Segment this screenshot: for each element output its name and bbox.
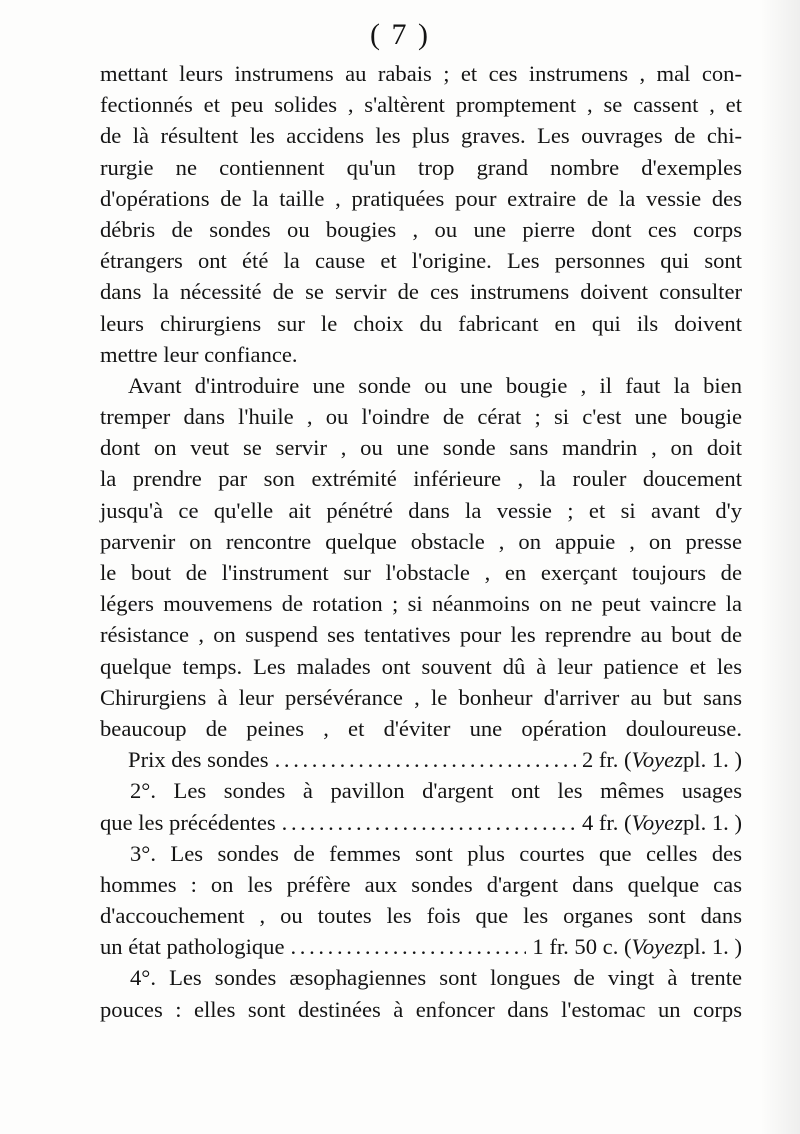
paragraph-2 bbox=[100, 370, 742, 744]
page-number: ( 7 ) bbox=[370, 18, 430, 51]
text-line: débris de sondes ou bougies , ou une pierre dont ces corps bbox=[100, 216, 742, 242]
plate-ref-voyez: Voyez bbox=[631, 809, 683, 835]
text-line: beaucoup de peines , et d'éviter une opération douloureuse. bbox=[100, 715, 742, 741]
text-line: parvenir on rencontre quelque obstacle , on appuie , on presse bbox=[100, 528, 742, 554]
text-line: la prendre par son extrémité inférieure , la rouler doucement bbox=[100, 466, 742, 492]
text-line: jusqu'à ce qu'elle ait pénétré dans la vessie ; et si avant d'y bbox=[100, 497, 742, 523]
plate-ref-rest: pl. 1. ) bbox=[683, 747, 742, 773]
price-value: 2 fr. bbox=[581, 747, 619, 773]
text-line: quelque temps. Les malades ont souvent dû à leur patience et les bbox=[100, 653, 742, 679]
item-4-line: 4°. Les sondes æsophagiennes sont longues de vingt à trente bbox=[130, 965, 742, 991]
plate-ref-voyez: Voyez bbox=[631, 934, 683, 960]
item-3-line: hommes : on les préfère aux sondes d'argent dans quelque cas bbox=[100, 871, 742, 897]
price-label: un état pathologique bbox=[100, 934, 285, 960]
page-edge-shadow bbox=[760, 0, 800, 1134]
price-label: Prix des sondes bbox=[128, 747, 269, 773]
item-2-line: 2°. Les sondes à pavillon d'argent ont les mêmes usages bbox=[130, 778, 742, 804]
price-line-3 bbox=[100, 931, 742, 962]
plate-ref-voyez: Voyez bbox=[631, 747, 683, 773]
plate-ref-open: ( bbox=[624, 934, 632, 960]
text-line: tremper dans l'huile , ou l'oindre de cérat ; si c'est une bougie bbox=[100, 404, 742, 430]
text-line: dans la nécessité de se servir de ces instrumens doivent consulter bbox=[100, 279, 742, 305]
text-line: mettant leurs instrumens au rabais ; et ces instrumens , mal con- bbox=[100, 61, 742, 86]
plate-ref-open: ( bbox=[624, 809, 632, 835]
text-line: mettre leur confiance. bbox=[100, 341, 298, 367]
plate-ref-rest: pl. 1. ) bbox=[683, 809, 742, 835]
plate-ref-rest: pl. 1. ) bbox=[683, 934, 742, 960]
dot-leader bbox=[282, 807, 576, 838]
plate-ref-open: ( bbox=[624, 747, 632, 773]
item-3-line: d'accouchement , ou toutes les fois que les organes sont dans bbox=[100, 903, 742, 929]
price-line-2 bbox=[100, 807, 742, 838]
price-value: 1 fr. 50 c. bbox=[532, 934, 619, 960]
dot-leader bbox=[290, 931, 526, 962]
price-label: que les précédentes bbox=[100, 809, 276, 835]
text-line: le bout de l'instrument sur l'obstacle , en exerçant toujours de bbox=[100, 560, 742, 585]
text-line: d'opérations de la taille , pratiquées pour extraire de la vessie des bbox=[100, 185, 742, 211]
text-line: fectionnés et peu solides , s'altèrent promptement , se cassent , et bbox=[100, 92, 742, 118]
text-line: dont on veut se servir , ou une sonde sans mandrin , on doit bbox=[100, 435, 742, 461]
text-line: leurs chirurgiens sur le choix du fabricant en qui ils doivent bbox=[100, 310, 742, 336]
price-line-1 bbox=[100, 744, 742, 775]
paragraph-1 bbox=[100, 58, 742, 370]
text-line: étrangers ont été la cause et l'origine. Les personnes qui sont bbox=[100, 248, 742, 274]
text-line: rurgie ne contiennent qu'un trop grand nombre d'exemples bbox=[100, 154, 742, 180]
text-line: Avant d'introduire une sonde ou une bougie , il faut la bien bbox=[128, 372, 742, 398]
text-line: Chirurgiens à leur persévérance , le bonheur d'arriver au but sans bbox=[100, 684, 742, 710]
dot-leader bbox=[275, 744, 576, 775]
text-line: de là résultent les accidens les plus graves. Les ouvrages de chi- bbox=[100, 123, 742, 149]
text-line: légers mouvemens de rotation ; si néanmoins on ne peut vaincre la bbox=[100, 591, 742, 617]
item-4-line: pouces : elles sont destinées à enfoncer dans l'estomac un corps bbox=[100, 996, 742, 1022]
price-value: 4 fr. bbox=[581, 809, 619, 835]
body-text bbox=[100, 58, 742, 1025]
text-line: résistance , on suspend ses tentatives pour les reprendre au bout de bbox=[100, 622, 742, 648]
item-3-line: 3°. Les sondes de femmes sont plus courtes que celles des bbox=[130, 840, 742, 866]
